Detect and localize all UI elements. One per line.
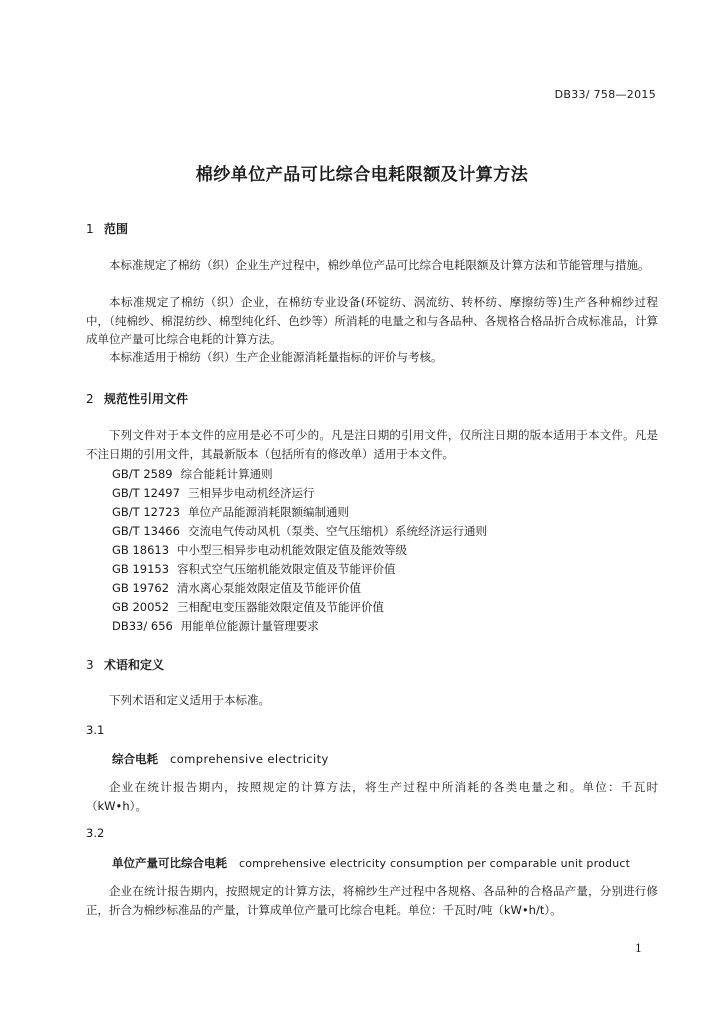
section-2-intro: 下列文件对于本文件的应用是必不可少的。凡是注日期的引用文件，仅所注日期的版本适用于本文件。凡是不注日期的引用文件，其最新版本（包括所有的修改单）适用于本文件。 <box>86 428 658 461</box>
reference-title: 清水离心泵能效限定值及节能评价值 <box>177 581 362 595</box>
reference-item <box>112 599 384 615</box>
term-english: comprehensive electricity consumption per comparable unit product <box>239 857 631 870</box>
reference-code: GB/T 13466 <box>112 524 180 538</box>
reference-title: 综合能耗计算通则 <box>180 467 273 481</box>
standard-code: DB33/ 758—2015 <box>554 88 656 101</box>
reference-item <box>112 580 361 596</box>
reference-code: DB33/ 656 <box>112 619 173 633</box>
term-definition: 企业在统计报告期内，按照规定的计算方法，将棉纱生产过程中各规格、各品种的合格品产量，分别进行修正，折合为棉纱标准品的产量，计算成单位产量可比综合电耗。单位：千瓦时/吨（kW•h/t）。 <box>86 884 658 917</box>
section-1-paragraph-1: 本标准规定了棉纺（织）企业生产过程中，棉纱单位产品可比综合电耗限额及计算方法和节能管理与措施。 <box>109 258 650 272</box>
reference-code: GB 19762 <box>112 581 170 595</box>
reference-title: 三相配电变压器能效限定值及节能评价值 <box>177 600 385 614</box>
term-chinese: 综合电耗 <box>112 752 158 766</box>
reference-title: 三相异步电动机经济运行 <box>187 486 315 500</box>
reference-item <box>112 542 407 558</box>
reference-code: GB/T 12497 <box>112 486 180 500</box>
section-1-paragraph-2: 本标准规定了棉纺（织）企业，在棉纺专业设备(环锭纺、涡流纺、转杯纺、摩擦纺等)生产各种棉纱过程中，（纯棉纱、棉混纺纱、棉型纯化纤、色纱等）所消耗的电量之和与各品种、各规格合格品折合成标准品，计算成单位产量可比综合电耗的计算方法。 <box>86 295 658 346</box>
section-number: 3 <box>86 658 94 672</box>
section-title: 规范性引用文件 <box>104 392 189 406</box>
reference-title: 单位产品能源消耗限额编制通则 <box>187 505 349 519</box>
section-title: 术语和定义 <box>104 658 165 672</box>
section-2-heading <box>86 390 188 407</box>
section-1-heading <box>86 220 128 237</box>
section-number: 2 <box>86 392 94 406</box>
section-1-paragraph-3: 本标准适用于棉纺（织）生产企业能源消耗量指标的评价与考核。 <box>109 350 443 364</box>
section-title: 范围 <box>104 222 129 236</box>
term-heading <box>112 855 630 871</box>
reference-code: GB/T 2589 <box>112 467 173 481</box>
reference-item <box>112 504 349 520</box>
section-number: 1 <box>86 222 94 236</box>
term-number: 3.2 <box>86 826 105 840</box>
reference-item <box>112 618 319 634</box>
reference-title: 用能单位能源计量管理要求 <box>180 619 319 633</box>
term-definition: 企业在统计报告期内，按照规定的计算方法，将生产过程中所消耗的各类电量之和。单位：千瓦时（kW•h）。 <box>86 780 658 813</box>
reference-title: 中小型三相异步电动机能效限定值及能效等级 <box>177 543 408 557</box>
reference-item <box>112 523 487 539</box>
reference-title: 容积式空气压缩机能效限定值及节能评价值 <box>177 562 396 576</box>
reference-item <box>112 485 314 501</box>
reference-title: 交流电气传动风机（泵类、空气压缩机）系统经济运行通则 <box>187 524 487 538</box>
reference-code: GB/T 12723 <box>112 505 180 519</box>
reference-item <box>112 466 273 482</box>
reference-item <box>112 561 396 577</box>
term-heading <box>112 751 329 767</box>
term-number: 3.1 <box>86 723 105 737</box>
section-3-intro: 下列术语和定义适用于本标准。 <box>109 693 270 707</box>
term-chinese: 单位产量可比综合电耗 <box>112 856 227 870</box>
page-title: 棉纱单位产品可比综合电耗限额及计算方法 <box>195 165 529 185</box>
section-3-heading <box>86 656 164 673</box>
reference-code: GB 19153 <box>112 562 170 576</box>
reference-code: GB 18613 <box>112 543 170 557</box>
reference-code: GB 20052 <box>112 600 170 614</box>
term-english: comprehensive electricity <box>170 752 329 766</box>
page-number: 1 <box>635 942 642 955</box>
